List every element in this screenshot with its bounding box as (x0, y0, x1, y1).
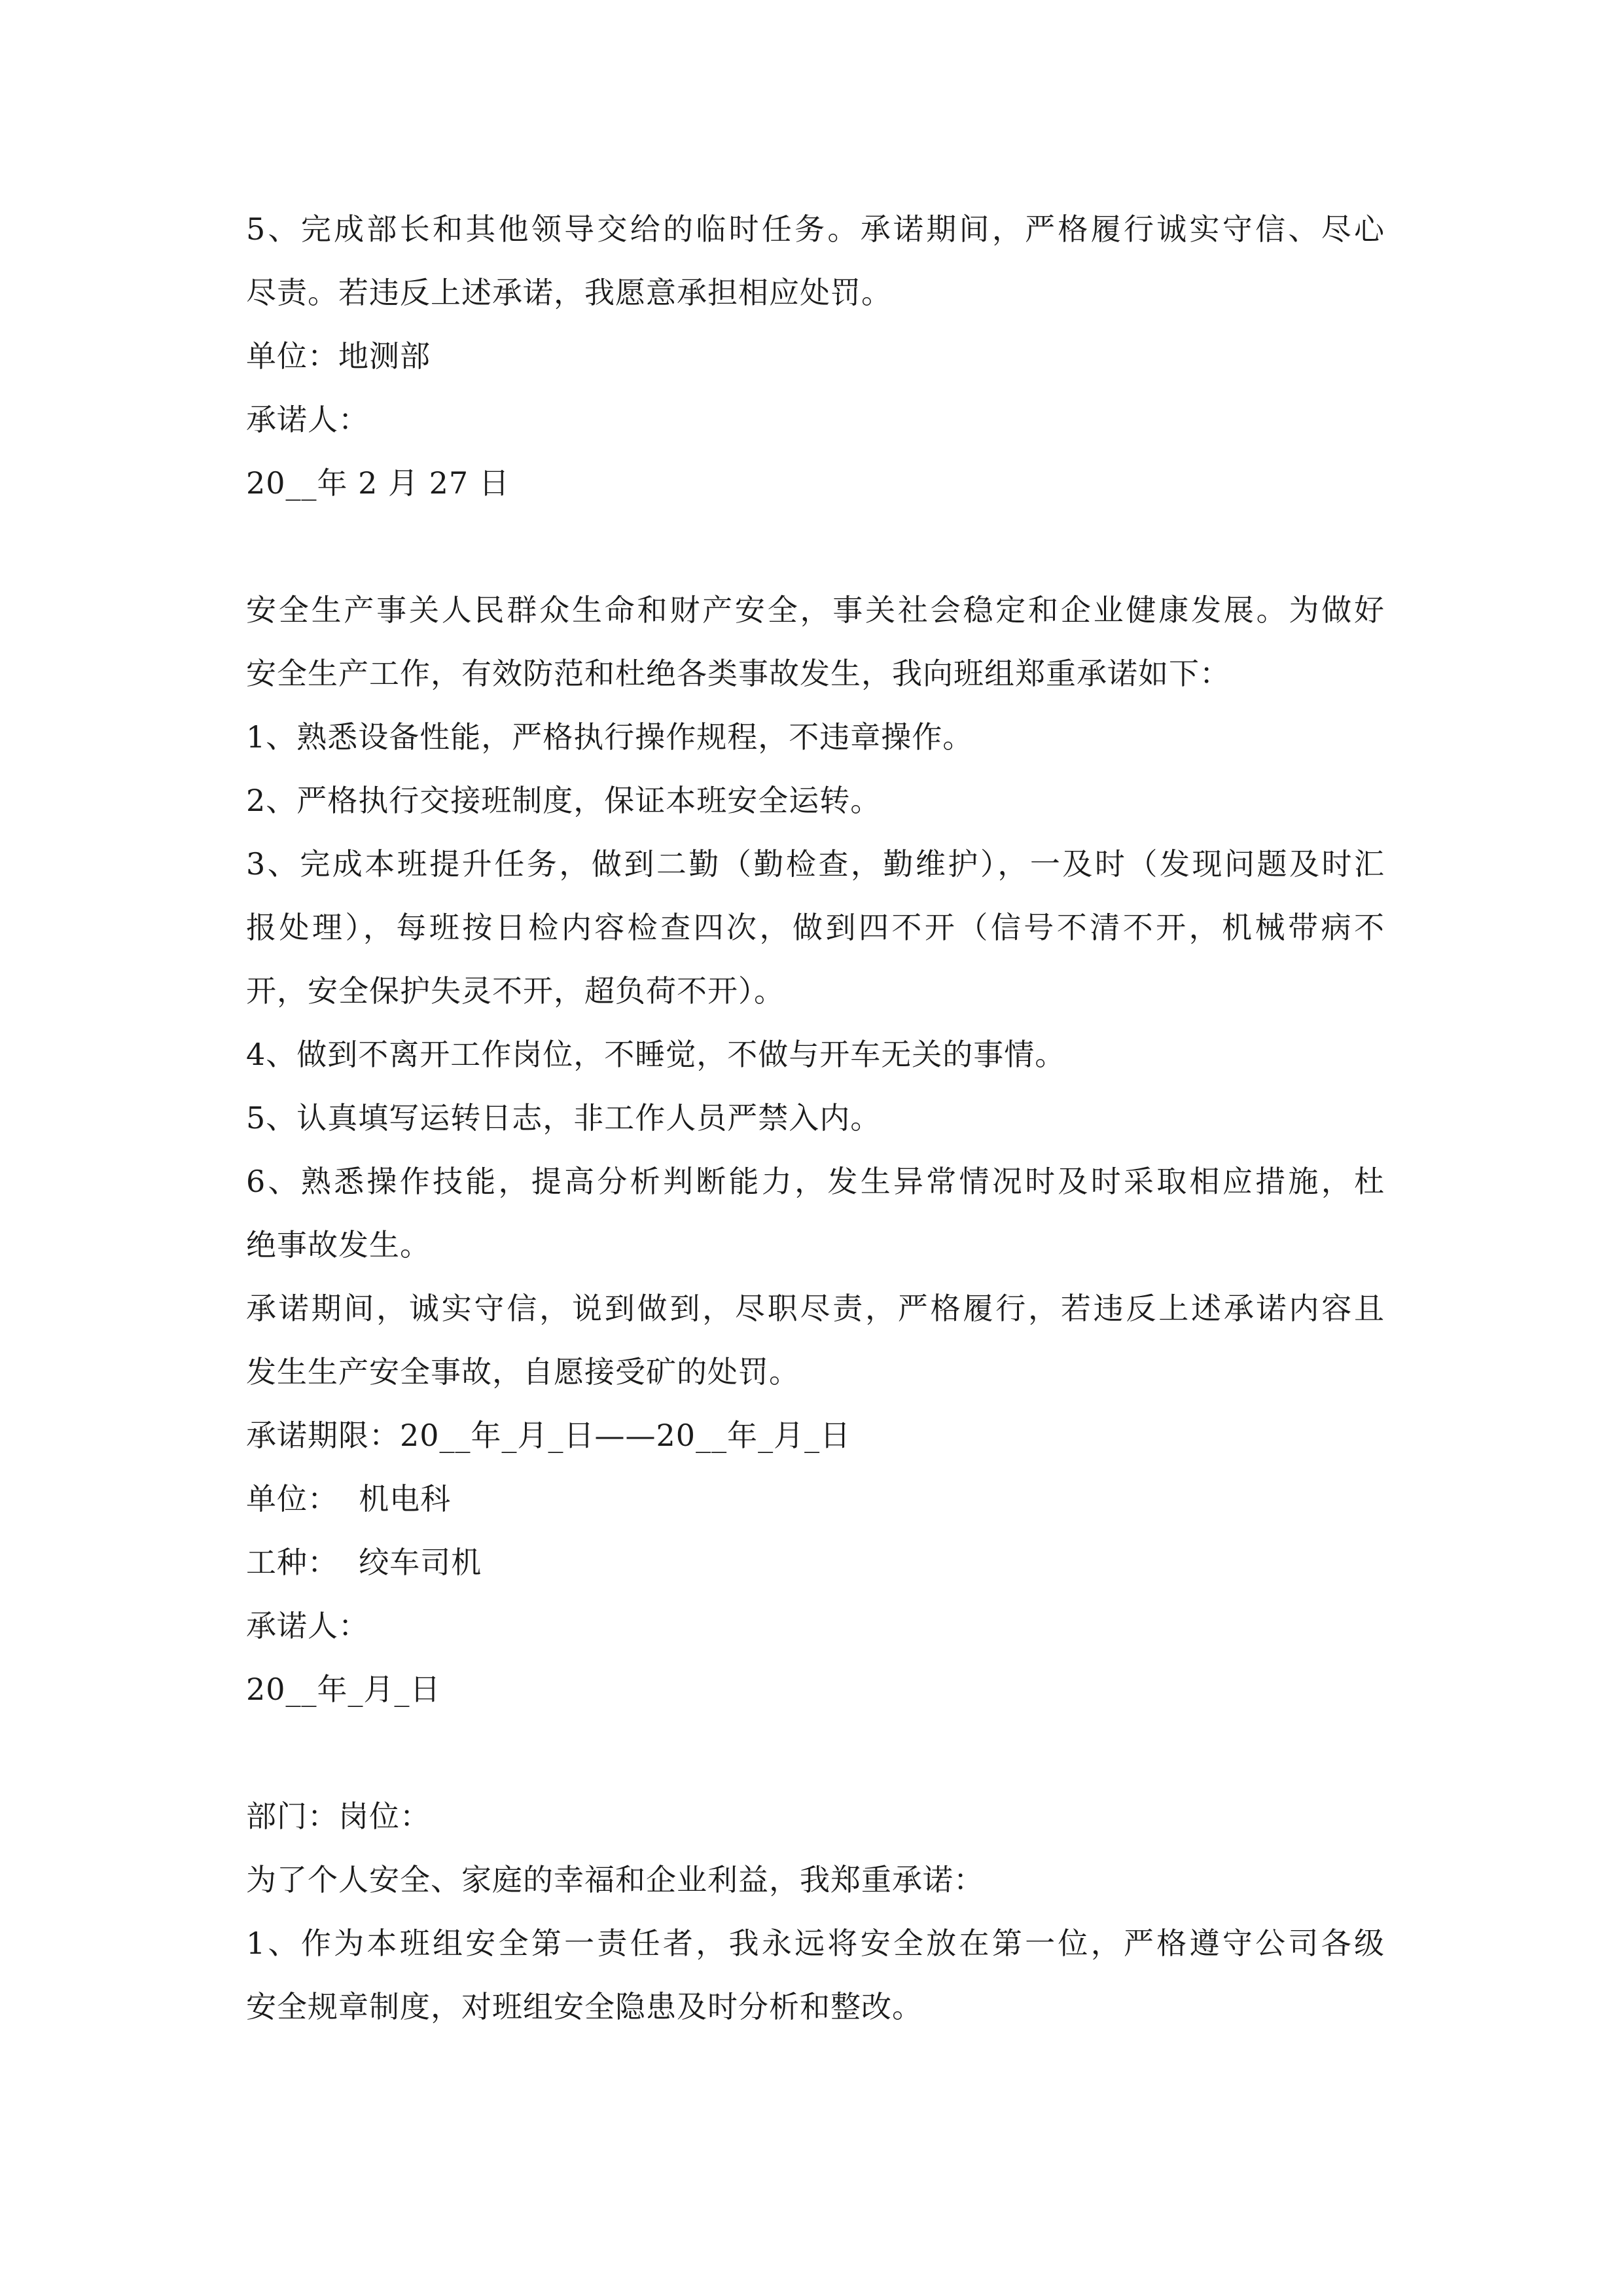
s2-closing-line1: 承诺期间，诚实守信，说到做到，尽职尽责，严格履行，若违反上述承诺内容且 (246, 1291, 1385, 1326)
s1-date: 20__年 2 月 27 日 (246, 465, 510, 501)
s2-job: 工种： 绞车司机 (246, 1545, 482, 1580)
s2-item5: 5、认真填写运转日志，非工作人员严禁入内。 (246, 1100, 882, 1136)
s2-item6-line2: 绝事故发生。 (246, 1227, 431, 1263)
s3-item1-line2: 安全规章制度，对班组安全隐患及时分析和整改。 (246, 1989, 923, 2024)
s2-item3-line3: 开，安全保护失灵不开，超负荷不开）。 (246, 973, 785, 1009)
s2-intro-line1: 安全生产事关人民群众生命和财产安全，事关社会稳定和企业健康发展。为做好 (246, 592, 1385, 628)
s2-item2: 2、严格执行交接班制度，保证本班安全运转。 (246, 783, 882, 818)
s2-promisor: 承诺人： (246, 1608, 369, 1643)
s3-dept-post: 部门：岗位： (246, 1799, 431, 1834)
s2-item3-line2: 报处理），每班按日检内容检查四次，做到四不开（信号不清不开，机械带病不 (246, 910, 1385, 945)
s2-intro-line2: 安全生产工作，有效防范和杜绝各类事故发生，我向班组郑重承诺如下： (246, 656, 1230, 691)
s1-unit: 单位：地测部 (246, 338, 431, 374)
s2-item1: 1、熟悉设备性能，严格执行操作规程，不违章操作。 (246, 719, 974, 755)
s3-item1-line1: 1、作为本班组安全第一责任者，我永远将安全放在第一位，严格遵守公司各级 (246, 1926, 1385, 1961)
s2-unit: 单位： 机电科 (246, 1481, 452, 1516)
s1-promisor: 承诺人： (246, 402, 369, 437)
s3-intro: 为了个人安全、家庭的幸福和企业利益，我郑重承诺： (246, 1862, 984, 1897)
s1-item5-line2: 尽责。若违反上述承诺，我愿意承担相应处罚。 (246, 275, 892, 310)
s2-period: 承诺期限：20__年_月_日——20__年_月_日 (246, 1418, 851, 1453)
s2-closing-line2: 发生生产安全事故，自愿接受矿的处罚。 (246, 1354, 800, 1390)
s2-item6-line1: 6、熟悉操作技能，提高分析判断能力，发生异常情况时及时采取相应措施，杜 (246, 1164, 1385, 1199)
s2-item4: 4、做到不离开工作岗位，不睡觉，不做与开车无关的事情。 (246, 1037, 1066, 1072)
s1-item5-line1: 5、完成部长和其他领导交给的临时任务。承诺期间，严格履行诚实守信、尽心 (246, 211, 1385, 247)
s2-item3-line1: 3、完成本班提升任务，做到二勤（勤检查，勤维护），一及时（发现问题及时汇 (246, 846, 1385, 882)
s2-date: 20__年_月_日 (246, 1672, 441, 1707)
